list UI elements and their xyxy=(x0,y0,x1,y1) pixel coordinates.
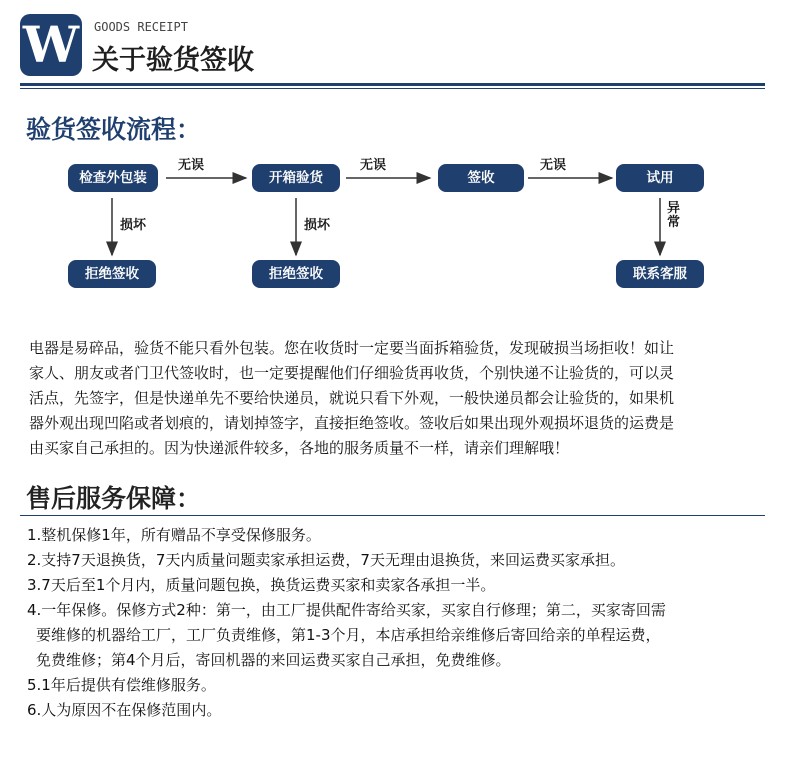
arrow-label-1: 无误 xyxy=(178,158,205,173)
notice-line: 器外观出现凹陷或者划痕的，请划掉签字，直接拒绝签收。签收后如果出现外观损坏退货的运费是 xyxy=(29,414,675,432)
list-item: 3.7天后至1个月内，质量问题包换，换货运费买家和卖家各承担一半。 xyxy=(27,576,496,594)
step-refuse-1: 拒绝签收 xyxy=(68,260,156,288)
step-refuse-2: 拒绝签收 xyxy=(252,260,340,288)
step-unbox-inspect: 开箱验货 xyxy=(252,164,340,192)
branch-label-3: 异常 xyxy=(667,201,681,230)
list-item: 1.整机保修1年，所有赠品不享受保修服务。 xyxy=(27,526,321,544)
process-title: 验货签收流程： xyxy=(26,115,202,144)
list-item-continuation: 免费维修；第4个月后，寄回机器的来回运费买家自己承担，免费维修。 xyxy=(36,651,511,669)
after-sales-list xyxy=(27,523,777,723)
list-item: 5.1年后提供有偿维修服务。 xyxy=(27,676,216,694)
page-title: 关于验货签收 xyxy=(92,45,254,76)
branch-label-2: 损坏 xyxy=(304,218,331,233)
header-subtitle: GOODS RECEIPT xyxy=(94,20,188,34)
arrow-label-3: 无误 xyxy=(540,158,567,173)
notice-line: 家人、朋友或者门卫代签收时，也一定要提醒他们仔细验货再收货，个别快递不让验货的，可以灵 xyxy=(29,364,675,382)
process-flowchart xyxy=(0,148,790,293)
list-item: 4.一年保修。保修方式2种：第一，由工厂提供配件寄给买家，买家自行修理；第二，买家寄回需 xyxy=(27,601,666,619)
list-item: 6.人为原因不在保修范围内。 xyxy=(27,701,222,719)
notice-line: 电器是易碎品，验货不能只看外包装。您在收货时一定要当面拆箱验货，发现破损当场拒收！如让 xyxy=(29,339,675,357)
branch-label-1: 损坏 xyxy=(120,218,147,233)
list-item: 2.支持7天退换货，7天内质量问题卖家承担运费，7天无理由退换货，来回运费买家承担。 xyxy=(27,551,625,569)
arrow-label-2: 无误 xyxy=(360,158,387,173)
after-sales-title: 售后服务保障： xyxy=(26,484,202,513)
step-check-package: 检查外包装 xyxy=(68,164,158,192)
step-sign: 签收 xyxy=(438,164,524,192)
header-divider xyxy=(20,83,765,86)
header-divider-thin xyxy=(20,88,765,89)
notice-line: 由买家自己承担的。因为快递派件较多，各地的服务质量不一样，请亲们理解哦！ xyxy=(29,439,570,457)
after-sales-divider xyxy=(20,515,765,516)
step-contact-service: 联系客服 xyxy=(616,260,704,288)
notice-paragraph xyxy=(29,336,769,461)
notice-line: 活点，先签字，但是快递单先不要给快递员，就说只看下外观，一般快递员都会让验货的，如果机 xyxy=(29,389,675,407)
step-trial: 试用 xyxy=(616,164,704,192)
list-item-continuation: 要维修的机器给工厂，工厂负责维修，第1-3个月，本店承担给亲维修后寄回给亲的单程运费， xyxy=(36,626,661,644)
brand-logo: W xyxy=(20,14,82,76)
